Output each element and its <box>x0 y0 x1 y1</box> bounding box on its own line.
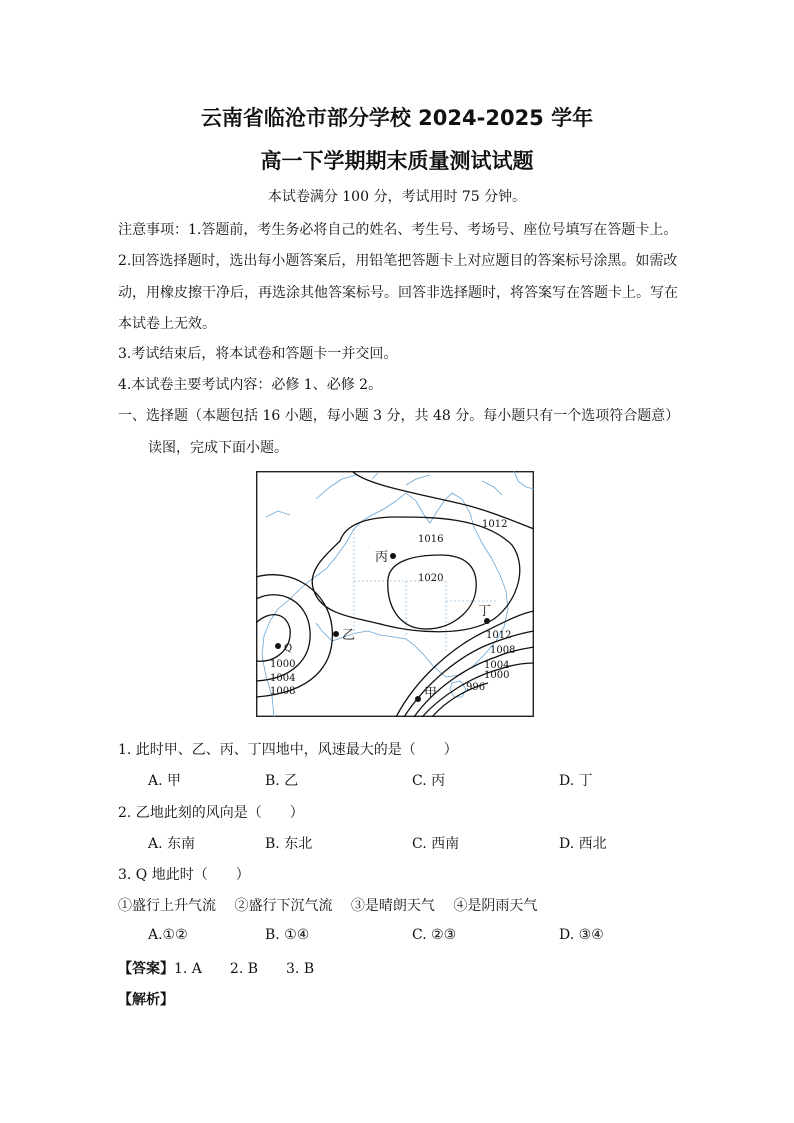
isobar-label: 996 <box>466 682 486 693</box>
q2-option-b: B. 东北 <box>265 836 313 852</box>
point-ding-label: 丁 <box>478 604 492 619</box>
analysis-label: 【解析】 <box>118 992 174 1008</box>
answer-row <box>118 958 314 978</box>
q2-option-a: A. 东南 <box>148 836 196 852</box>
isobar-label: 1012 <box>482 519 508 530</box>
isobar-label: 1000 <box>270 659 296 670</box>
page-title-line1: 云南省临沧市部分学校 2024-2025 学年 <box>200 106 594 130</box>
point-bing-dot <box>390 553 396 559</box>
q1-option-c: C. 丙 <box>412 773 446 789</box>
q1-option-a: A. 甲 <box>148 773 182 789</box>
isobar-label: 1020 <box>418 573 444 584</box>
point-q-dot <box>275 643 281 649</box>
notes-line-3: 动，用橡皮擦干净后，再选涂其他答案标号。回答非选择题时，将答案写在答题卡上。写在 <box>118 285 678 301</box>
isobar-label: 1008 <box>490 645 516 656</box>
notes-line-5: 3.考试结束后，将本试卷和答题卡一并交回。 <box>118 346 398 362</box>
question-1-stem: 1. 此时甲、乙、丙、丁四地中，风速最大的是（ ） <box>118 742 458 758</box>
point-q-label: Q <box>284 643 293 654</box>
isobar-label: 1008 <box>270 686 296 697</box>
q2-option-d: D. 西北 <box>559 836 607 852</box>
notes-line-6: 4.本试卷主要考试内容：必修 1、必修 2。 <box>118 377 383 393</box>
q1-option-d: D. 丁 <box>559 773 593 789</box>
isobar-label: 1012 <box>486 630 512 641</box>
q3-option-b: B. ①④ <box>265 927 310 943</box>
isobar-label: 1004 <box>484 660 510 671</box>
q1-option-b: B. 乙 <box>265 773 299 789</box>
point-yi-dot <box>333 631 339 637</box>
point-bing-label: 丙 <box>375 550 389 565</box>
notes-line-1: 注意事项：1.答题前，考生务必将自己的姓名、考生号、考场号、座位号填写在答题卡上。 <box>118 222 678 238</box>
question-2-stem: 2. 乙地此刻的风向是（ ） <box>118 805 304 821</box>
isobar-label: 1000 <box>484 670 510 681</box>
section-instruction: 读图，完成下面小题。 <box>148 440 288 456</box>
isobar-label: 1016 <box>418 534 444 545</box>
point-yi-label: 乙 <box>342 628 356 643</box>
q3-option-c: C. ②③ <box>412 927 457 943</box>
page-title-line2: 高一下学期期末质量测试试题 <box>260 149 534 173</box>
isobar-label: 1004 <box>270 673 296 684</box>
q3-option-a: A.①② <box>148 927 188 943</box>
q3-statements: ①盛行上升气流 ②盛行下沉气流 ③是晴朗天气 ④是阴雨天气 <box>118 898 538 914</box>
notes-line-4: 本试卷上无效。 <box>118 316 216 332</box>
exam-info: 本试卷满分 100 分，考试用时 75 分钟。 <box>267 189 527 205</box>
section-heading: 一、选择题（本题包括 16 小题，每小题 3 分，共 48 分。每小题只有一个选项符合题意） <box>118 408 680 424</box>
answer-text: 1. A 2. B 3. B <box>174 961 315 977</box>
point-jia-dot <box>415 696 421 702</box>
answer-label: 【答案】 <box>118 961 174 977</box>
question-3-stem: 3. Q 地此时（ ） <box>118 867 250 883</box>
point-jia-label: 甲 <box>424 686 438 701</box>
isobar-map <box>256 471 534 717</box>
q3-option-d: D. ③④ <box>559 927 604 943</box>
q2-option-c: C. 西南 <box>412 836 460 852</box>
notes-line-2: 2.回答选择题时，选出每小题答案后，用铅笔把答题卡上对应题目的答案标号涂黑。如需改 <box>118 253 678 269</box>
